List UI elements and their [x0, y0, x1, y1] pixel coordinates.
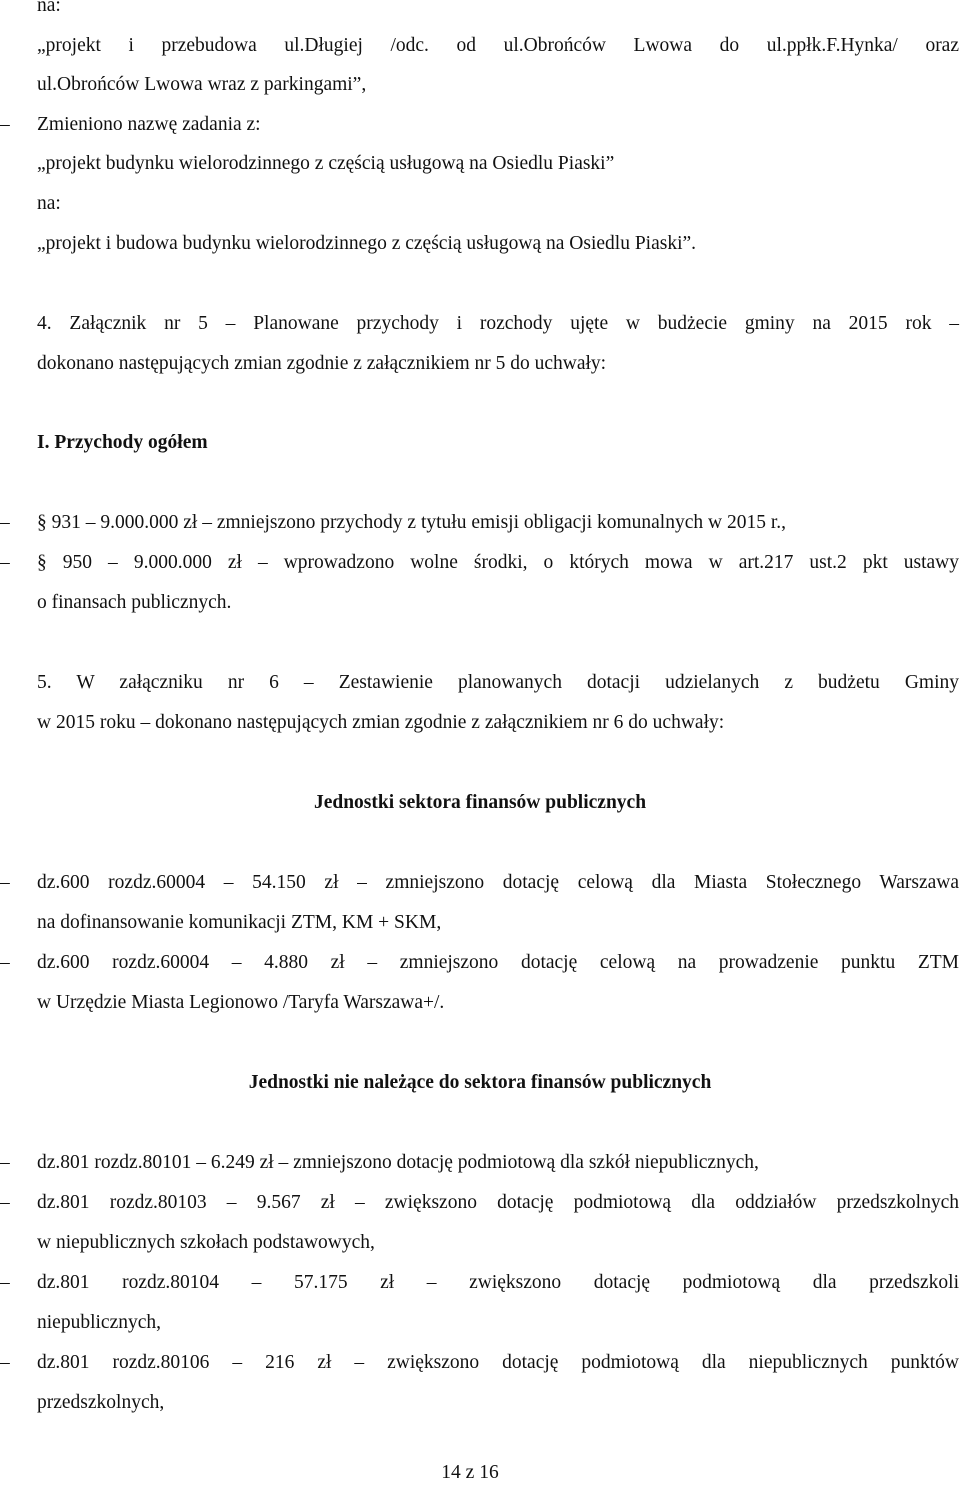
list-dash: –	[0, 1152, 10, 1173]
list-item: dz.600 rozdz.60004 – 4.880 zł – zmniejszono dotację celową na prowadzenie punktu ZTM	[37, 952, 959, 973]
text-line: w 2015 roku – dokonano następujących zmian zgodnie z załącznikiem nr 6 do uchwały:	[37, 712, 725, 733]
text-line: Zmieniono nazwę zadania z:	[37, 114, 261, 135]
list-item: dz.801 rozdz.80106 – 216 zł – zwiększono dotację podmiotową dla niepublicznych punktów	[37, 1352, 959, 1373]
list-dash: –	[0, 512, 10, 533]
text-line: na dofinansowanie komunikacji ZTM, KM + SKM,	[37, 912, 442, 933]
text-line: niepublicznych,	[37, 1312, 161, 1333]
text-line: dokonano następujących zmian zgodnie z załącznikiem nr 5 do uchwały:	[37, 353, 607, 374]
text-line: w niepublicznych szkołach podstawowych,	[37, 1232, 375, 1253]
list-dash: –	[0, 114, 10, 135]
subsection-heading: Jednostki sektora finansów publicznych	[313, 792, 647, 813]
subsection-heading: I. Przychody ogółem	[37, 432, 208, 453]
text-line: „projekt budynku wielorodzinnego z częścią usługową na Osiedlu Piaski”	[37, 153, 615, 174]
list-dash: –	[0, 952, 10, 973]
section-4-heading: 4. Załącznik nr 5 – Planowane przychody i rozchody ujęte w budżecie gminy na 2015 rok –	[37, 313, 959, 334]
text-line: przedszkolnych,	[37, 1392, 165, 1413]
list-item: § 931 – 9.000.000 zł – zmniejszono przychody z tytułu emisji obligacji komunalnych w 2015 r.,	[37, 512, 787, 533]
list-item: dz.801 rozdz.80103 – 9.567 zł – zwiększono dotację podmiotową dla oddziałów przedszkolnych	[37, 1192, 959, 1213]
list-item: dz.801 rozdz.80101 – 6.249 zł – zmniejszono dotację podmiotową dla szkół niepublicznych,	[37, 1152, 759, 1173]
text-line: ul.Obrońców Lwowa wraz z parkingami”,	[37, 74, 367, 95]
subsection-heading: Jednostki nie należące do sektora finansów publicznych	[248, 1072, 712, 1093]
text-line: „projekt i budowa budynku wielorodzinnego z częścią usługową na Osiedlu Piaski”.	[37, 233, 697, 254]
list-dash: –	[0, 552, 10, 573]
page-number: 14 z 16	[441, 1462, 499, 1483]
list-item: dz.600 rozdz.60004 – 54.150 zł – zmniejszono dotację celową dla Miasta Stołecznego Warszawa	[37, 872, 959, 893]
list-dash: –	[0, 1272, 10, 1293]
text-line: na:	[37, 193, 61, 214]
list-item: § 950 – 9.000.000 zł – wprowadzono wolne środki, o których mowa w art.217 ust.2 pkt ustawy	[37, 552, 959, 573]
text-line: „projekt i przebudowa ul.Długiej /odc. od ul.Obrońców Lwowa do ul.ppłk.F.Hynka/ oraz	[37, 35, 959, 56]
list-dash: –	[0, 1352, 10, 1373]
section-5-heading: 5. W załączniku nr 6 – Zestawienie planowanych dotacji udzielanych z budżetu Gminy	[37, 672, 959, 693]
text-line: na:	[37, 0, 61, 16]
list-dash: –	[0, 872, 10, 893]
text-line: w Urzędzie Miasta Legionowo /Taryfa Warszawa+/.	[37, 992, 445, 1013]
list-dash: –	[0, 1192, 10, 1213]
text-line: o finansach publicznych.	[37, 592, 232, 613]
list-item: dz.801 rozdz.80104 – 57.175 zł – zwiększono dotację podmiotową dla przedszkoli	[37, 1272, 959, 1293]
